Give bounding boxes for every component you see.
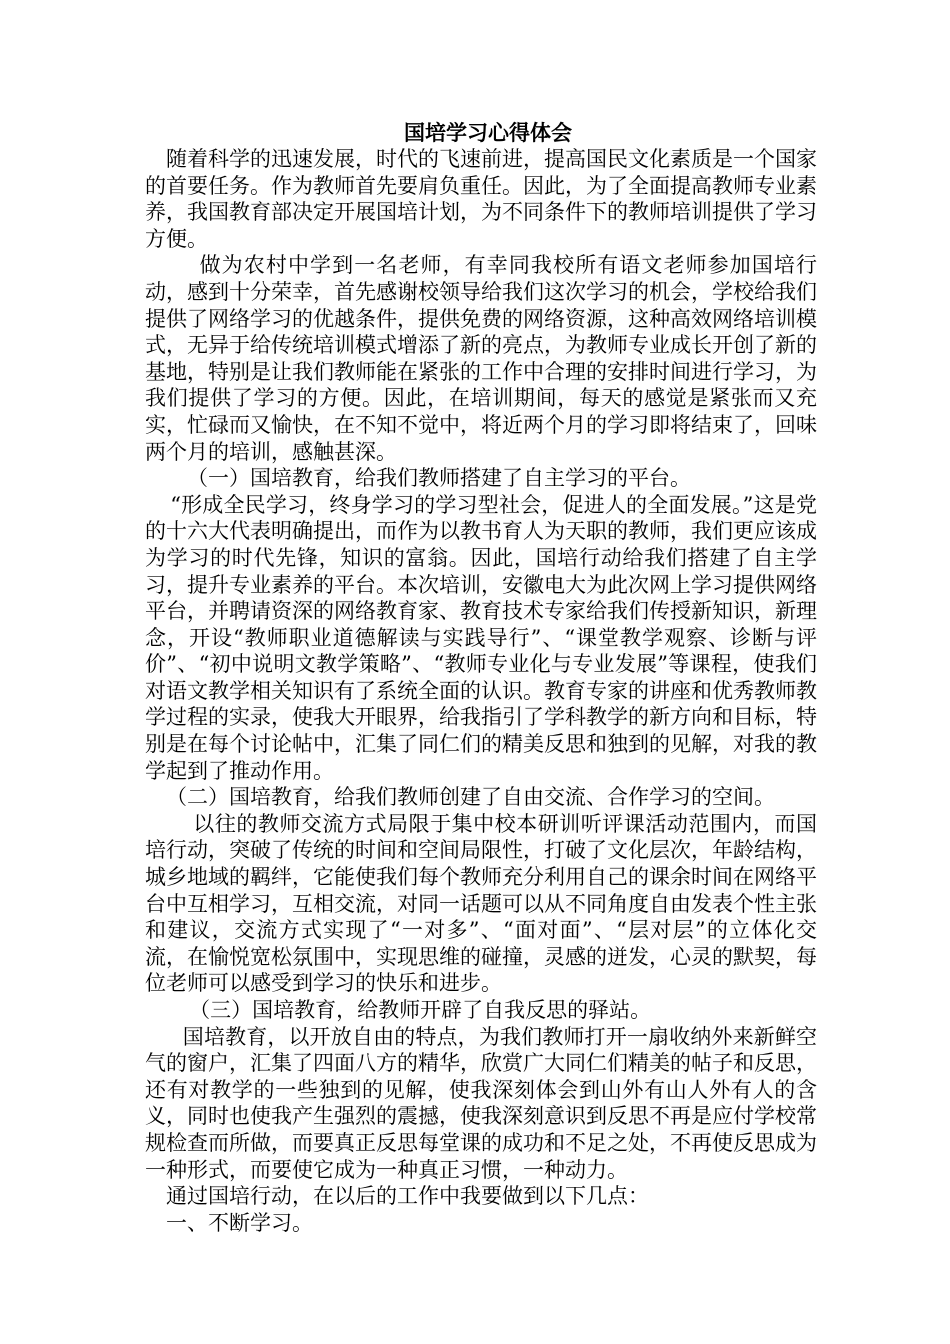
list-item-1: 一、不断学习。: [166, 1210, 313, 1235]
paragraph-intro: 随着科学的迅速发展，时代的飞速前进，提高国民文化素质是一个国家的首要任务。作为教师首先要肩负重任。因此，为了全面提高教师专业素养，我国教育部决定开展国培计划，为不同条件下的教师培训提供了学习方便。: [145, 147, 817, 251]
section-heading-3: （三）国培教育，给教师开辟了自我反思的驿站。: [189, 998, 652, 1022]
paragraph-self-study: “形成全民学习，终身学习的学习型社会，促进人的全面发展。”这是党的十六大代表明确提出，而作为以教书育人为天职的教师，我们更应该成为学习的时代先锋，知识的富翁。因此，国培行动给我们搭建了自主学习，提升专业素养的平台。本次培训，安徽电大为此次网上学习提供网络平台，并聘请资深的网络教育家、教育技术专家给我们传授新知识，新理念，开设“教师职业道德解读与实践导行”、“课堂教学观察、诊断与评价”、“初中说明文教学策略”、“教师专业化与专业发展”等课程，使我们对语文教学相关知识有了系统全面的认识。教育专家的讲座和优秀教师教学过程的实录，使我大开眼界，给我指引了学科教学的新方向和目标，特别是在每个讨论帖中，汇集了同仁们的精美反思和独到的见解，对我的教学起到了推动作用。: [145, 492, 817, 783]
paragraph-reflection: 国培教育，以开放自由的特点，为我们教师打开一扇收纳外来新鲜空气的窗户，汇集了四面八方的精华，欣赏广大同仁们精美的帖子和反思，还有对教学的一些独到的见解，使我深刻体会到山外有山人外有人的含义，同时也使我产生强烈的震撼，使我深刻意识到反思不再是应付学校常规检查而所做，而要真正反思每堂课的成功和不足之处，不再使反思成为一种形式，而要使它成为一种真正习惯，一种动力。: [145, 1024, 817, 1182]
section-heading-2: （二）国培教育，给我们教师创建了自由交流、合作学习的空间。: [166, 785, 775, 810]
document-page: [145, 120, 817, 1236]
document-title: 国培学习心得体会: [404, 121, 572, 145]
paragraph-summary: 通过国培行动，在以后的工作中我要做到以下几点：: [166, 1184, 649, 1209]
paragraph-participation: 做为农村中学到一名老师，有幸同我校所有语文老师参加国培行动，感到十分荣幸，首先感谢校领导给我们这次学习的机会，学校给我们提供了网络学习的优越条件，提供免费的网络资源，这种高效网络培训模式，无异于给传统培训模式增添了新的亮点，为教师专业成长开创了新的基地，特别是让我们教师能在紧张的工作中合理的安排时间进行学习，为我们提供了学习的方便。因此，在培训期间，每天的感觉是紧张而又充实，忙碌而又愉快，在不知不觉中，将近两个月的学习即将结束了，回味两个月的培训，感触甚深。: [145, 253, 817, 464]
paragraph-exchange: 以往的教师交流方式局限于集中校本研训听评课活动范围内，而国培行动，突破了传统的时间和空间局限性，打破了文化层次，年龄结构，城乡地域的羁绊，它能使我们每个教师充分利用自己的课余时间在网络平台中互相学习，互相交流，对同一话题可以从不同角度自由发表个性主张和建议，交流方式实现了“一对多”、“面对面”、“层对层”的立体化交流，在愉悦宽松氛围中，实现思维的碰撞，灵感的迸发，心灵的默契，每位老师可以感受到学习的快乐和进步。: [145, 811, 817, 996]
section-heading-1: （一）国培教育，给我们教师搭建了自主学习的平台。: [187, 466, 691, 491]
